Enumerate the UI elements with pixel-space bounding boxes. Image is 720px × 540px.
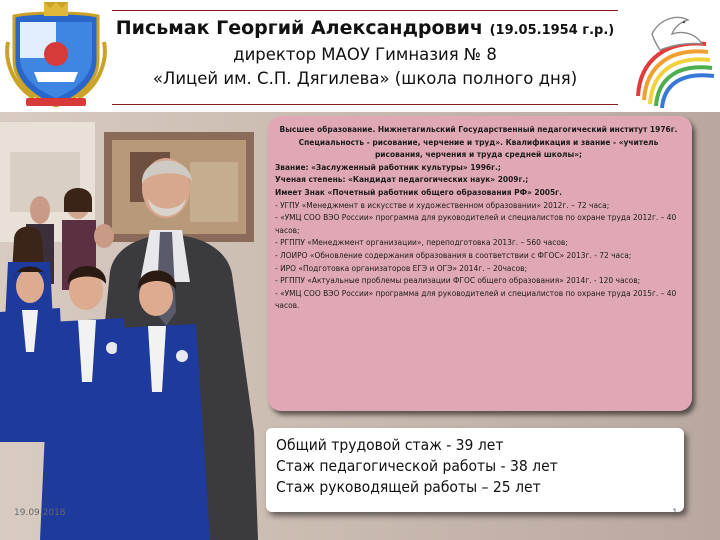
director-name: Письмак Георгий Александрович <box>115 17 483 39</box>
teaching-experience: Стаж педагогической работы - 38 лет <box>276 457 558 475</box>
biography-box <box>268 116 692 411</box>
badge-text: Имеет Знак «Почетный работник общего образования РФ» 2005г. <box>275 186 562 197</box>
course-item: - УГПУ «Менеджмент в искусстве и художественном образовании» 2012г. – 72 часа; <box>275 199 610 210</box>
experience-box <box>266 428 684 512</box>
title-name-line <box>112 16 618 43</box>
course-item: - РГППУ «Менеджмент организации», переподготовка 2013г. – 560 часов; <box>275 237 568 248</box>
page-title <box>112 16 618 91</box>
dove-rainbow-logo <box>626 4 718 108</box>
total-experience: Общий трудовой стаж - 39 лет <box>276 436 504 454</box>
course-item: - «УМЦ СОО ВЭО России» программа для руководителей и специалистов по охране труда 2012г. – 40 часов; <box>275 212 677 235</box>
title-rule-bottom <box>112 104 618 105</box>
course-item: - «УМЦ СОО ВЭО России» программа для руководителей и специалистов по охране труда 2015г. – 40 часов. <box>275 287 677 311</box>
school-crest-logo <box>4 2 108 108</box>
slide-date: 19.09.2018 <box>14 508 66 518</box>
director-position: директор МАОУ Гимназия № 8 <box>233 45 497 64</box>
course-item: - ИРО «Подготовка организаторов ЕГЭ и ОГЭ» 2014г. – 20часов; <box>275 262 528 273</box>
rank-text: Звание: «Заслуженный работник культуры» 1996г.; <box>275 161 501 172</box>
education-text: Высшее образование. Нижнетагильский Государственный педагогический институт 1976г. Специальность - рисование, черчение и труд». Квалификация и звание - «учитель рисования, черчения и труда средней школы»; <box>279 124 678 160</box>
birth-date: (19.05.1954 г.р.) <box>489 23 615 38</box>
slide-number: 1 <box>672 508 678 518</box>
degree-text: Ученая степень: «Кандидат педагогических наук» 2009г.; <box>275 174 529 185</box>
course-item: - РГППУ «Актуальные проблемы реализации ФГОС общего образования» 2014г. - 120 часов; <box>275 275 641 286</box>
school-name: «Лицей им. С.П. Дягилева» (школа полного дня) <box>152 69 578 88</box>
title-rule-top <box>112 10 618 11</box>
course-item: - ЛОИРО «Обновление содержания образования в соответствии с ФГОС» 2013г. - 72 часа; <box>275 249 632 260</box>
management-experience: Стаж руководящей работы – 25 лет <box>276 478 541 496</box>
